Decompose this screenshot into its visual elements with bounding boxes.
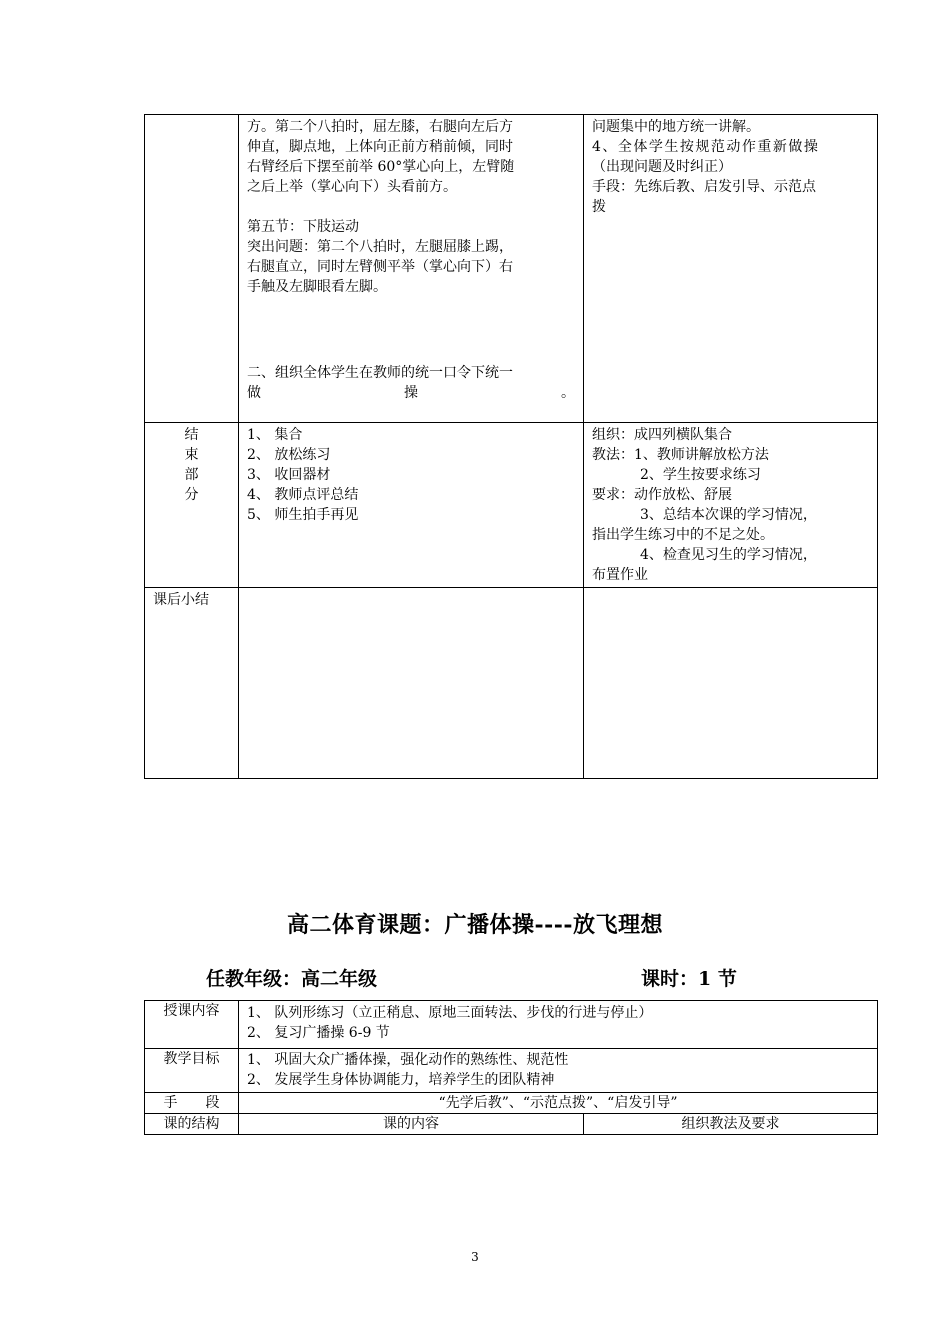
content-cell (239, 588, 584, 779)
list-item: 4、 教师点评总结 (247, 487, 359, 503)
table-row (145, 588, 878, 779)
structure-cell (145, 423, 239, 588)
table-row (145, 1114, 878, 1135)
content-line: 之后上举（掌心向下）头看前方。 (247, 179, 457, 195)
column-header: 课的结构 (145, 1114, 239, 1135)
method-line: 问题集中的地方统一讲解。 (592, 119, 760, 135)
section-title: 第五节：下肢运动 (247, 219, 359, 235)
content-line: 做 操 。 (247, 385, 575, 401)
structure-cell (145, 115, 239, 423)
content-line: 手触及左脚眼看左脚。 (247, 279, 387, 295)
list-item: 3、 收回器材 (247, 467, 331, 483)
method-line: 2、学生按要求练习 (640, 467, 761, 483)
table-row (145, 1093, 878, 1114)
table-row (145, 1049, 878, 1093)
row-label: 教学目标 (145, 1049, 239, 1093)
column-header: 课的内容 (239, 1114, 584, 1135)
method-line: 教法：1、教师讲解放松方法 (592, 447, 769, 463)
list-item: 1、 集合 (247, 427, 303, 443)
lesson-plan-table-continued (144, 114, 878, 779)
method-line: （出现问题及时纠正） (592, 159, 732, 175)
list-item: 1、 队列形练习（立正稍息、原地三面转法、步伐的行进与停止） (247, 1005, 653, 1021)
lesson-plan-table (144, 1000, 878, 1135)
structure-label: 结 束 部 分 (184, 427, 199, 503)
summary-label: 课后小结 (153, 592, 209, 608)
means-cell: “先学后教”、“示范点拨”、“启发引导” (239, 1093, 878, 1114)
table-row (145, 1001, 878, 1049)
lesson-title: 高二体育课题：广播体操----放飞理想 (286, 912, 664, 938)
column-header: 组织教法及要求 (584, 1114, 878, 1135)
method-line: 3、总结本次课的学习情况， (640, 507, 817, 523)
method-line: 布置作业 (592, 567, 648, 583)
method-cell (584, 423, 878, 588)
row-label: 授课内容 (145, 1001, 239, 1049)
table-row (145, 115, 878, 423)
method-cell (584, 588, 878, 779)
list-item: 2、 放松练习 (247, 447, 331, 463)
method-cell (584, 115, 878, 423)
grade-label: 任教年级：高二年级 (206, 968, 378, 990)
list-item: 2、 复习广播操 6-9 节 (247, 1025, 390, 1041)
method-line: 拨 (592, 199, 606, 215)
content-cell (239, 423, 584, 588)
content-line: 突出问题：第二个八拍时，左腿屈膝上踢， (247, 239, 513, 255)
list-item: 2、 发展学生身体协调能力，培养学生的团队精神 (247, 1072, 555, 1088)
structure-cell (145, 588, 239, 779)
list-item: 5、 师生拍手再见 (247, 507, 359, 523)
list-item: 1、 巩固大众广播体操，强化动作的熟练性、规范性 (247, 1052, 569, 1068)
method-line: 4、全体学生按规范动作重新做操 (592, 139, 820, 155)
method-line: 组织：成四列横队集合 (592, 427, 732, 443)
content-line: 伸直，脚点地，上体向正前方稍前倾，同时 (247, 139, 513, 155)
table-row (145, 423, 878, 588)
method-line: 手段：先练后教、启发引导、示范点 (592, 179, 816, 195)
content-cell (239, 115, 584, 423)
row-label: 手 段 (145, 1093, 239, 1114)
goal-cell (239, 1049, 878, 1093)
page-number: 3 (471, 1250, 479, 1264)
method-line: 指出学生练习中的不足之处。 (592, 527, 774, 543)
method-line: 4、检查见习生的学习情况， (640, 547, 817, 563)
content-line: 二、组织全体学生在教师的统一口令下统一 (247, 365, 513, 381)
content-line: 方。第二个八拍时，屈左膝，右腿向左后方 (247, 119, 513, 135)
content-cell (239, 1001, 878, 1049)
hours-label: 课时：1 节 (641, 968, 737, 990)
content-line: 右腿直立，同时左臂侧平举（掌心向下）右 (247, 259, 513, 275)
method-line: 要求：动作放松、舒展 (592, 487, 732, 503)
content-line: 右臂经后下摆至前举 60°掌心向上，左臂随 (247, 159, 515, 175)
